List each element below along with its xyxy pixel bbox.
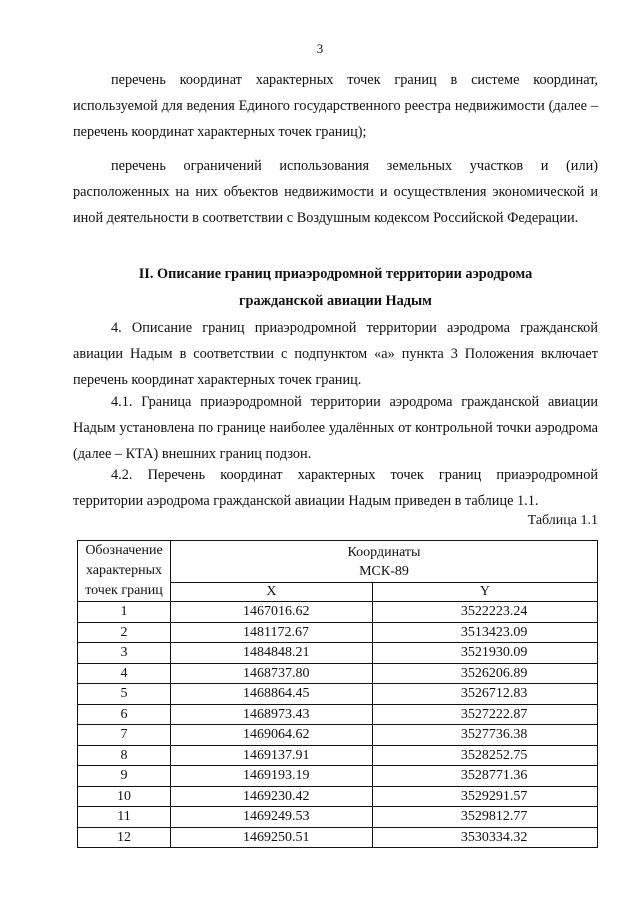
x-value: 1468973.43 xyxy=(171,704,373,725)
paragraph-4-2: 4.2. Перечень координат характерных точек границ приаэродромной территории аэродрома гражданской авиации Надым приведен в таблице 1.1. xyxy=(73,467,598,509)
table-row xyxy=(78,807,598,828)
table-row xyxy=(78,827,598,848)
x-value: 1467016.62 xyxy=(171,602,373,623)
point-number: 3 xyxy=(78,643,171,664)
section-heading-line2: гражданской авиации Надым xyxy=(239,293,432,309)
header-y: Y xyxy=(372,583,597,602)
paragraph-coordinates-list: перечень координат характерных точек границ в системе координат, используемой для ведения Единого государственного реестра недвижимости (далее – перечень координат характерных точек границ); xyxy=(73,72,598,140)
point-number: 4 xyxy=(78,663,171,684)
y-value: 3526712.83 xyxy=(372,684,597,705)
x-value: 1484848.21 xyxy=(171,643,373,664)
y-value: 3527736.38 xyxy=(372,725,597,746)
y-value: 3529291.57 xyxy=(372,786,597,807)
point-number: 5 xyxy=(78,684,171,705)
y-value: 3521930.09 xyxy=(372,643,597,664)
point-number: 10 xyxy=(78,786,171,807)
point-number: 7 xyxy=(78,725,171,746)
coordinates-table xyxy=(77,540,598,848)
y-value: 3522223.24 xyxy=(372,602,597,623)
y-value: 3529812.77 xyxy=(372,807,597,828)
table-row xyxy=(78,786,598,807)
point-number: 2 xyxy=(78,622,171,643)
page-number: 3 xyxy=(316,41,324,56)
section-heading-line1: II. Описание границ приаэродромной территории аэродрома xyxy=(138,266,533,282)
point-number: 8 xyxy=(78,745,171,766)
point-number: 12 xyxy=(78,827,171,848)
paragraph-4-1: 4.1. Граница приаэродромной территории аэродрома гражданской авиации Надым установлена по границе наиболее удалённых от контрольной точки аэродрома (далее – КТА) внешних границ подзон. xyxy=(73,394,598,462)
x-value: 1469137.91 xyxy=(171,745,373,766)
x-value: 1469249.53 xyxy=(171,807,373,828)
x-value: 1469064.62 xyxy=(171,725,373,746)
table-row xyxy=(78,663,598,684)
paragraph-4: 4. Описание границ приаэродромной территории аэродрома гражданской авиации Надым в соответствии с подпунктом «а» пункта 3 Положения включает перечень координат характерных точек границ. xyxy=(73,320,598,388)
table-row xyxy=(78,745,598,766)
point-number: 11 xyxy=(78,807,171,828)
y-value: 3530334.32 xyxy=(372,827,597,848)
header-coordinates: Координаты МСК-89 xyxy=(171,541,598,583)
table-row xyxy=(78,704,598,725)
table-row xyxy=(78,766,598,787)
y-value: 3528771.36 xyxy=(372,766,597,787)
x-value: 1469250.51 xyxy=(171,827,373,848)
y-value: 3528252.75 xyxy=(372,745,597,766)
x-value: 1469230.42 xyxy=(171,786,373,807)
section-heading xyxy=(73,261,598,315)
point-number: 6 xyxy=(78,704,171,725)
header-designation: Обозначение характерных точек границ xyxy=(78,541,171,602)
y-value: 3513423.09 xyxy=(372,622,597,643)
y-value: 3526206.89 xyxy=(372,663,597,684)
table-row xyxy=(78,725,598,746)
y-value: 3527222.87 xyxy=(372,704,597,725)
table-row xyxy=(78,602,598,623)
table-header-row xyxy=(78,541,598,583)
table-caption: Таблица 1.1 xyxy=(527,513,598,528)
table-row xyxy=(78,622,598,643)
point-number: 1 xyxy=(78,602,171,623)
x-value: 1468737.80 xyxy=(171,663,373,684)
paragraph-restrictions-list: перечень ограничений использования земельных участков и (или) расположенных на них объектов недвижимости и осуществления экономической и иной деятельности в соответствии с Воздушным кодексом Российской Федерации. xyxy=(73,158,598,226)
table-row xyxy=(78,684,598,705)
x-value: 1481172.67 xyxy=(171,622,373,643)
x-value: 1469193.19 xyxy=(171,766,373,787)
header-x: X xyxy=(171,583,373,602)
x-value: 1468864.45 xyxy=(171,684,373,705)
table-row xyxy=(78,643,598,664)
point-number: 9 xyxy=(78,766,171,787)
